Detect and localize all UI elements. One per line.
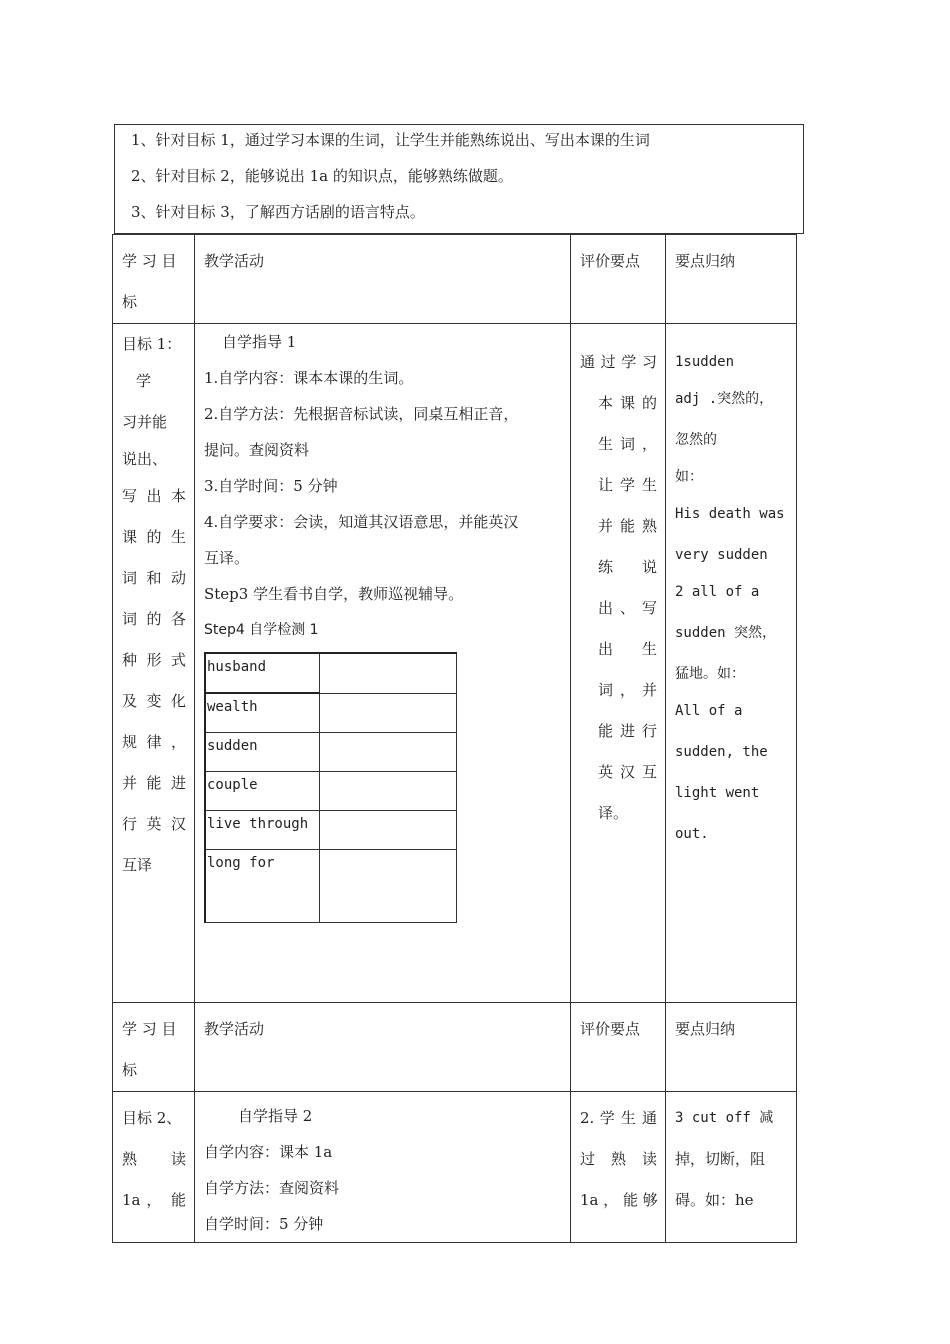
vocab-word: couple [205,772,320,811]
vocab-answer-blank[interactable] [320,693,457,733]
target-line: 说出、 [122,450,168,468]
header-target-line1: 学 习 目 [122,1020,177,1038]
target-line: 互译 [122,856,153,874]
summary-line: 猛地。如： [675,666,745,682]
section1-target [113,324,194,886]
summary-line: 如： [675,469,703,485]
lesson-table [112,234,797,1243]
summary-line: sudden, the [675,744,768,760]
step-line: Step3 学生看书自学，教师巡视辅导。 [204,585,464,603]
target-line: 及 变 化 [122,692,186,710]
objective-2: 2、针对目标 2，能够说出 1a 的知识点，能够熟练做题。 [131,167,513,185]
step-line: 互译。 [204,549,250,567]
header-target [113,235,194,323]
summary-line: 掉，切断，阻 [675,1150,766,1168]
vocab-word: wealth [205,693,320,733]
target-line: 学 [136,372,152,390]
target-line: 熟 读 [122,1150,186,1168]
header-target [113,1003,194,1091]
guide-title: 自学指导 2 [238,1107,313,1125]
summary-line: 1sudden [675,354,735,370]
objective-1: 1、针对目标 1，通过学习本课的生词，让学生并能熟练说出、写出本课的生词 [131,131,650,149]
section2-evaluation [571,1092,665,1221]
vocab-answer-blank[interactable] [320,733,457,772]
header-target-line2: 标 [122,293,138,311]
objective-3: 3、针对目标 3，了解西方话剧的语言特点。 [131,203,425,221]
summary-line: All of a [675,703,743,719]
target-line: 目标 2、 [122,1109,182,1127]
evaluation-line: 让 学 生 [598,476,657,494]
step-line: 自学内容：课本 1a [204,1143,333,1161]
step-line: 自学时间：5 分钟 [204,1215,324,1233]
header-target-line2: 标 [122,1061,138,1079]
guide-title: 自学指导 1 [222,333,297,351]
summary-line: sudden 突然， [675,625,777,641]
target-line: 1a ， 能 [122,1191,186,1209]
summary-line: 碍。如：he [675,1191,754,1209]
step-line: 1.自学内容：课本本课的生词。 [204,369,414,387]
evaluation-line: 练 说 [598,558,657,576]
evaluation-line: 1a ， 能 够 [580,1191,658,1209]
target-line: 词 和 动 [122,569,186,587]
vocab-word: husband [205,653,320,693]
vocab-word: long for [205,850,320,923]
header-target-line1: 学 习 目 [122,252,177,270]
step-line: 自学方法：查阅资料 [204,1179,340,1197]
vocab-word: live through [205,811,320,850]
section1-activity [195,324,570,923]
header-evaluation: 评价要点 [580,252,641,270]
evaluation-line: 译。 [598,804,629,822]
evaluation-line: 2. 学 生 通 [580,1109,657,1127]
evaluation-line: 英 汉 互 [598,763,657,781]
step-line: Step4 自学检测 1 [204,622,319,638]
summary-line: His death was [675,506,785,522]
summary-line: out. [675,826,709,842]
vocab-answer-blank[interactable] [320,811,457,850]
evaluation-line: 出 生 [598,640,657,658]
header-activity: 教学活动 [204,1020,265,1038]
step-line: 4.自学要求：会读，知道其汉语意思，并能英汉 [204,513,519,531]
evaluation-line: 词 ， 并 [598,681,657,699]
step-line: 2.自学方法：先根据音标试读，同桌互相正音， [204,405,519,423]
evaluation-line: 生 词 ， [598,435,657,453]
target-line: 种 形 式 [122,651,186,669]
summary-line: 2 all of a [675,584,760,600]
vocab-answer-blank[interactable] [320,653,457,693]
target-line: 并 能 进 [122,774,186,792]
evaluation-line: 并 能 熟 [598,517,657,535]
header-row [113,1003,797,1092]
section1-evaluation [571,324,665,834]
section2-row [113,1092,797,1243]
section2-activity [195,1092,570,1242]
target-line: 规 律 ， [122,733,186,751]
target-line: 课 的 生 [122,528,186,546]
section1-row [113,324,797,1003]
vocab-word: sudden [205,733,320,772]
evaluation-line: 过 熟 读 [580,1150,657,1168]
section2-summary [666,1092,796,1221]
step-line: 3.自学时间：5 分钟 [204,477,338,495]
section1-summary [666,324,796,855]
evaluation-line: 本 课 的 [598,394,657,412]
header-activity: 教学活动 [204,252,265,270]
header-row [113,235,797,324]
summary-line: very sudden [675,547,768,563]
evaluation-line: 通 过 学 习 [580,353,657,371]
summary-line: 忽然的 [675,432,717,448]
vocab-answer-blank[interactable] [320,772,457,811]
header-evaluation: 评价要点 [580,1020,641,1038]
target-line: 写 出 本 [122,487,186,505]
target-line: 习并能 [122,413,168,431]
target-title: 目标 1： [122,335,182,353]
target-line: 词 的 各 [122,610,186,628]
target-line: 行 英 汉 [122,815,186,833]
header-summary: 要点归纳 [675,1020,736,1038]
vocab-answer-blank[interactable] [320,850,457,923]
evaluation-line: 能 进 行 [598,722,657,740]
step-line: 提问。查阅资料 [204,441,310,459]
summary-line: 3 cut off 减 [675,1110,774,1126]
summary-line: adj .突然的， [675,391,774,407]
header-summary: 要点归纳 [675,252,736,270]
evaluation-line: 出 、 写 [598,599,657,617]
objectives-box [114,124,804,234]
section2-target [113,1092,194,1221]
vocab-quiz-table [204,652,457,923]
summary-line: light went [675,785,760,801]
